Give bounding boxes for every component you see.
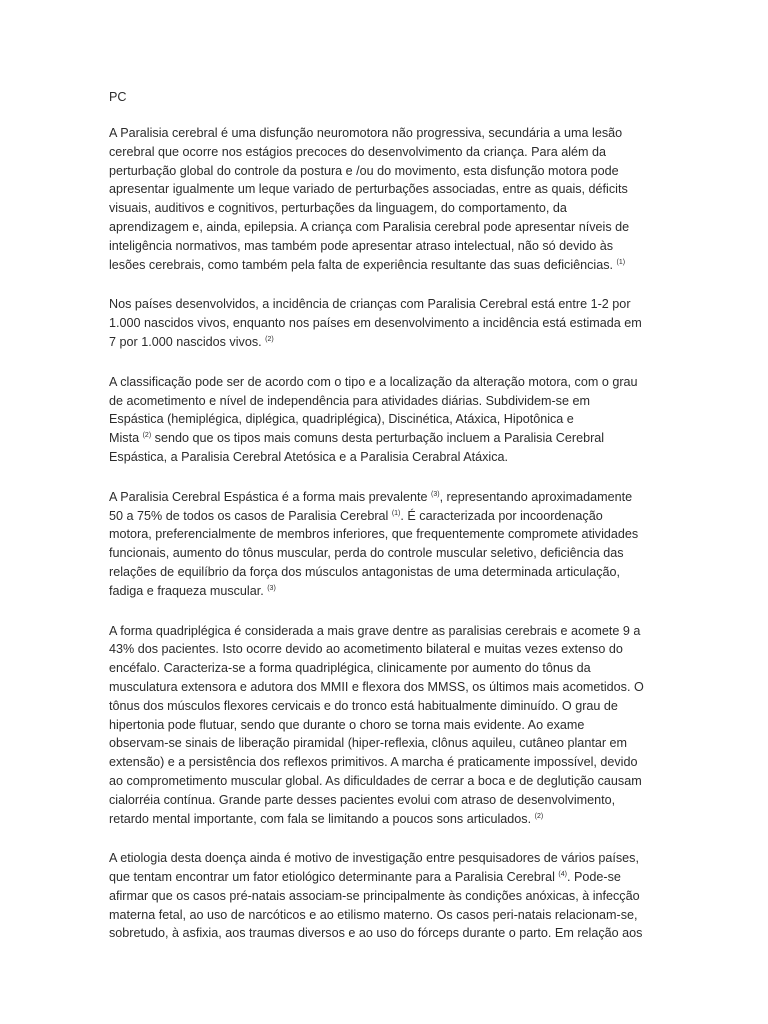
- reference-marker: (4): [558, 871, 567, 879]
- text-line: Nos países desenvolvidos, a incidência de crianças com Paralisia Cerebral está entre 1-2 por: [109, 297, 631, 312]
- reference-marker: (3): [431, 490, 440, 498]
- paragraph-quadriplegic: [109, 622, 659, 829]
- paragraph-spastic: [109, 488, 659, 601]
- text-line: funcionais, aumento do tônus muscular, perda do controle muscular seletivo, deficiência das: [109, 546, 624, 561]
- text-line: observam-se sinais de liberação piramidal (hiper-reflexia, clônus aquileu, cutâneo plantar em: [109, 736, 628, 751]
- reference-marker: (2): [142, 432, 152, 440]
- text-line: A Paralisia cerebral é uma disfunção neuromotora não progressiva, secundária a uma lesão: [109, 126, 623, 140]
- text-line: [109, 256, 659, 275]
- text-segment: Mista: [109, 431, 143, 446]
- text-line: motora, preferencialmente de membros inferiores, que frequentemente compromete atividades: [109, 527, 639, 542]
- paragraph-classification: [109, 373, 659, 467]
- text-line: hipertonia pode flutuar, sendo que durante o choro se torna mais evidente. Ao exame: [109, 717, 585, 732]
- text-line: afirmar que os casos pré-natais associam-se principalmente às condições anóxicas, à infecção: [109, 888, 640, 903]
- text-line: [109, 488, 659, 507]
- text-segment: fadiga e fraqueza muscular.: [109, 583, 268, 598]
- text-segment: , representando aproximadamente: [439, 489, 633, 504]
- text-segment: que tentam encontrar um fator etiológico determinante para a Paralisia Cerebral: [109, 870, 559, 885]
- page-title: PC: [109, 90, 127, 104]
- text-line: cerebral que ocorre nos estágios precoces do desenvolvimento da criança. Para além da: [109, 144, 607, 159]
- text-line: apresentar igualmente um leque variado de perturbações associadas, entre as quais, déficits: [109, 182, 628, 197]
- text-line: [109, 582, 659, 601]
- paragraph-definition: [109, 124, 659, 274]
- text-line: musculatura extensora e adutora dos MMII e flexora dos MMSS, os últimos mais acometidos. O: [109, 679, 644, 694]
- text-line: 1.000 nascidos vivos, enquanto nos países em desenvolvimento a incidência está estimada em: [109, 316, 642, 331]
- text-segment: 7 por 1.000 nascidos vivos.: [109, 334, 266, 349]
- text-segment: retardo mental importante, com fala se limitando a poucos sons articulados.: [109, 811, 535, 826]
- paragraph-etiology: [109, 849, 659, 943]
- text-line: tônus dos músculos flexores cervicais e do tronco está habitualmente diminuído. O grau de: [109, 698, 618, 713]
- reference-marker: (1): [616, 258, 626, 266]
- text-line: Espástica, a Paralisia Cerebral Atetósica e a Paralisia Cerabral Atáxica.: [109, 449, 508, 464]
- text-segment: lesões cerebrais, como também pela falta de experiência resultante das suas deficiências.: [109, 257, 617, 272]
- text-line: [109, 507, 659, 526]
- text-line: 43% dos pacientes. Isto ocorre devido ao acometimento bilateral e muitas vezes extenso do: [109, 642, 623, 657]
- text-line: encéfalo. Caracteriza-se a forma quadriplégica, clinicamente por aumento do tônus da: [109, 661, 591, 676]
- text-line: visuais, auditivos e cognitivos, perturbações da linguagem, do comportamento, da: [109, 201, 567, 216]
- text-line: [109, 333, 659, 352]
- text-line: A forma quadriplégica é considerada a mais grave dentre as paralisias cerebrais e acomete 9 a: [109, 623, 641, 638]
- text-segment: 50 a 75% de todos os casos de Paralisia Cerebral: [109, 508, 392, 523]
- text-line: aprendizagem e, ainda, epilepsia. A criança com Paralisia cerebral pode apresentar níveis de: [109, 219, 630, 234]
- document-body: [109, 88, 659, 964]
- text-line: extensão) e a persistência dos reflexos primitivos. A marcha é praticamente impossível, devido: [109, 755, 638, 770]
- text-segment: . Pode-se: [566, 870, 621, 885]
- reference-marker: (2): [265, 335, 274, 343]
- paragraph-incidence: [109, 295, 659, 351]
- text-line: cialorréia contínua. Grande parte desses pacientes evolui com atraso de desenvolvimento,: [109, 792, 616, 807]
- text-line: [109, 810, 659, 829]
- text-line: A etiologia desta doença ainda é motivo de investigação entre pesquisadores de vários países,: [109, 851, 639, 866]
- text-segment: . É caracterizada por incoordenação: [400, 508, 603, 523]
- text-line: Espástica (hemiplégica, diplégica, quadriplégica), Discinética, Atáxica, Hipotônica e: [109, 412, 574, 427]
- text-segment: sendo que os tipos mais comuns desta perturbação incluem a Paralisia Cerebral: [151, 431, 605, 446]
- text-line: inteligência normativos, mas também pode apresentar atraso intelectual, não só devido às: [109, 238, 614, 253]
- text-line: [109, 429, 659, 448]
- text-line: ao comprometimento muscular global. As dificuldades de cerrar a boca e de deglutição causam: [109, 773, 642, 788]
- text-line: sobretudo, à asfixia, aos traumas diversos e ao uso do fórceps durante o parto. Em relação aos: [109, 926, 643, 941]
- text-line: perturbação global do controle da postura e /ou do movimento, esta disfunção motora pode: [109, 163, 619, 178]
- text-line: [109, 868, 659, 887]
- reference-marker: (1): [391, 509, 401, 517]
- text-line: A classificação pode ser de acordo com o tipo e a localização da alteração motora, com o grau: [109, 374, 638, 389]
- reference-marker: (3): [267, 584, 276, 592]
- text-line: materna fetal, ao uso de narcóticos e ao etilismo materno. Os casos peri-natais relacionam-se,: [109, 907, 638, 922]
- text-line: relações de equilíbrio da força dos músculos antagonistas de uma determinada articulação,: [109, 564, 621, 579]
- text-segment: A Paralisia Cerebral Espástica é a forma mais prevalente: [109, 489, 431, 504]
- text-line: de acometimento e nível de independência para atividades diárias. Subdividem-se em: [109, 393, 590, 408]
- reference-marker: (2): [534, 812, 544, 820]
